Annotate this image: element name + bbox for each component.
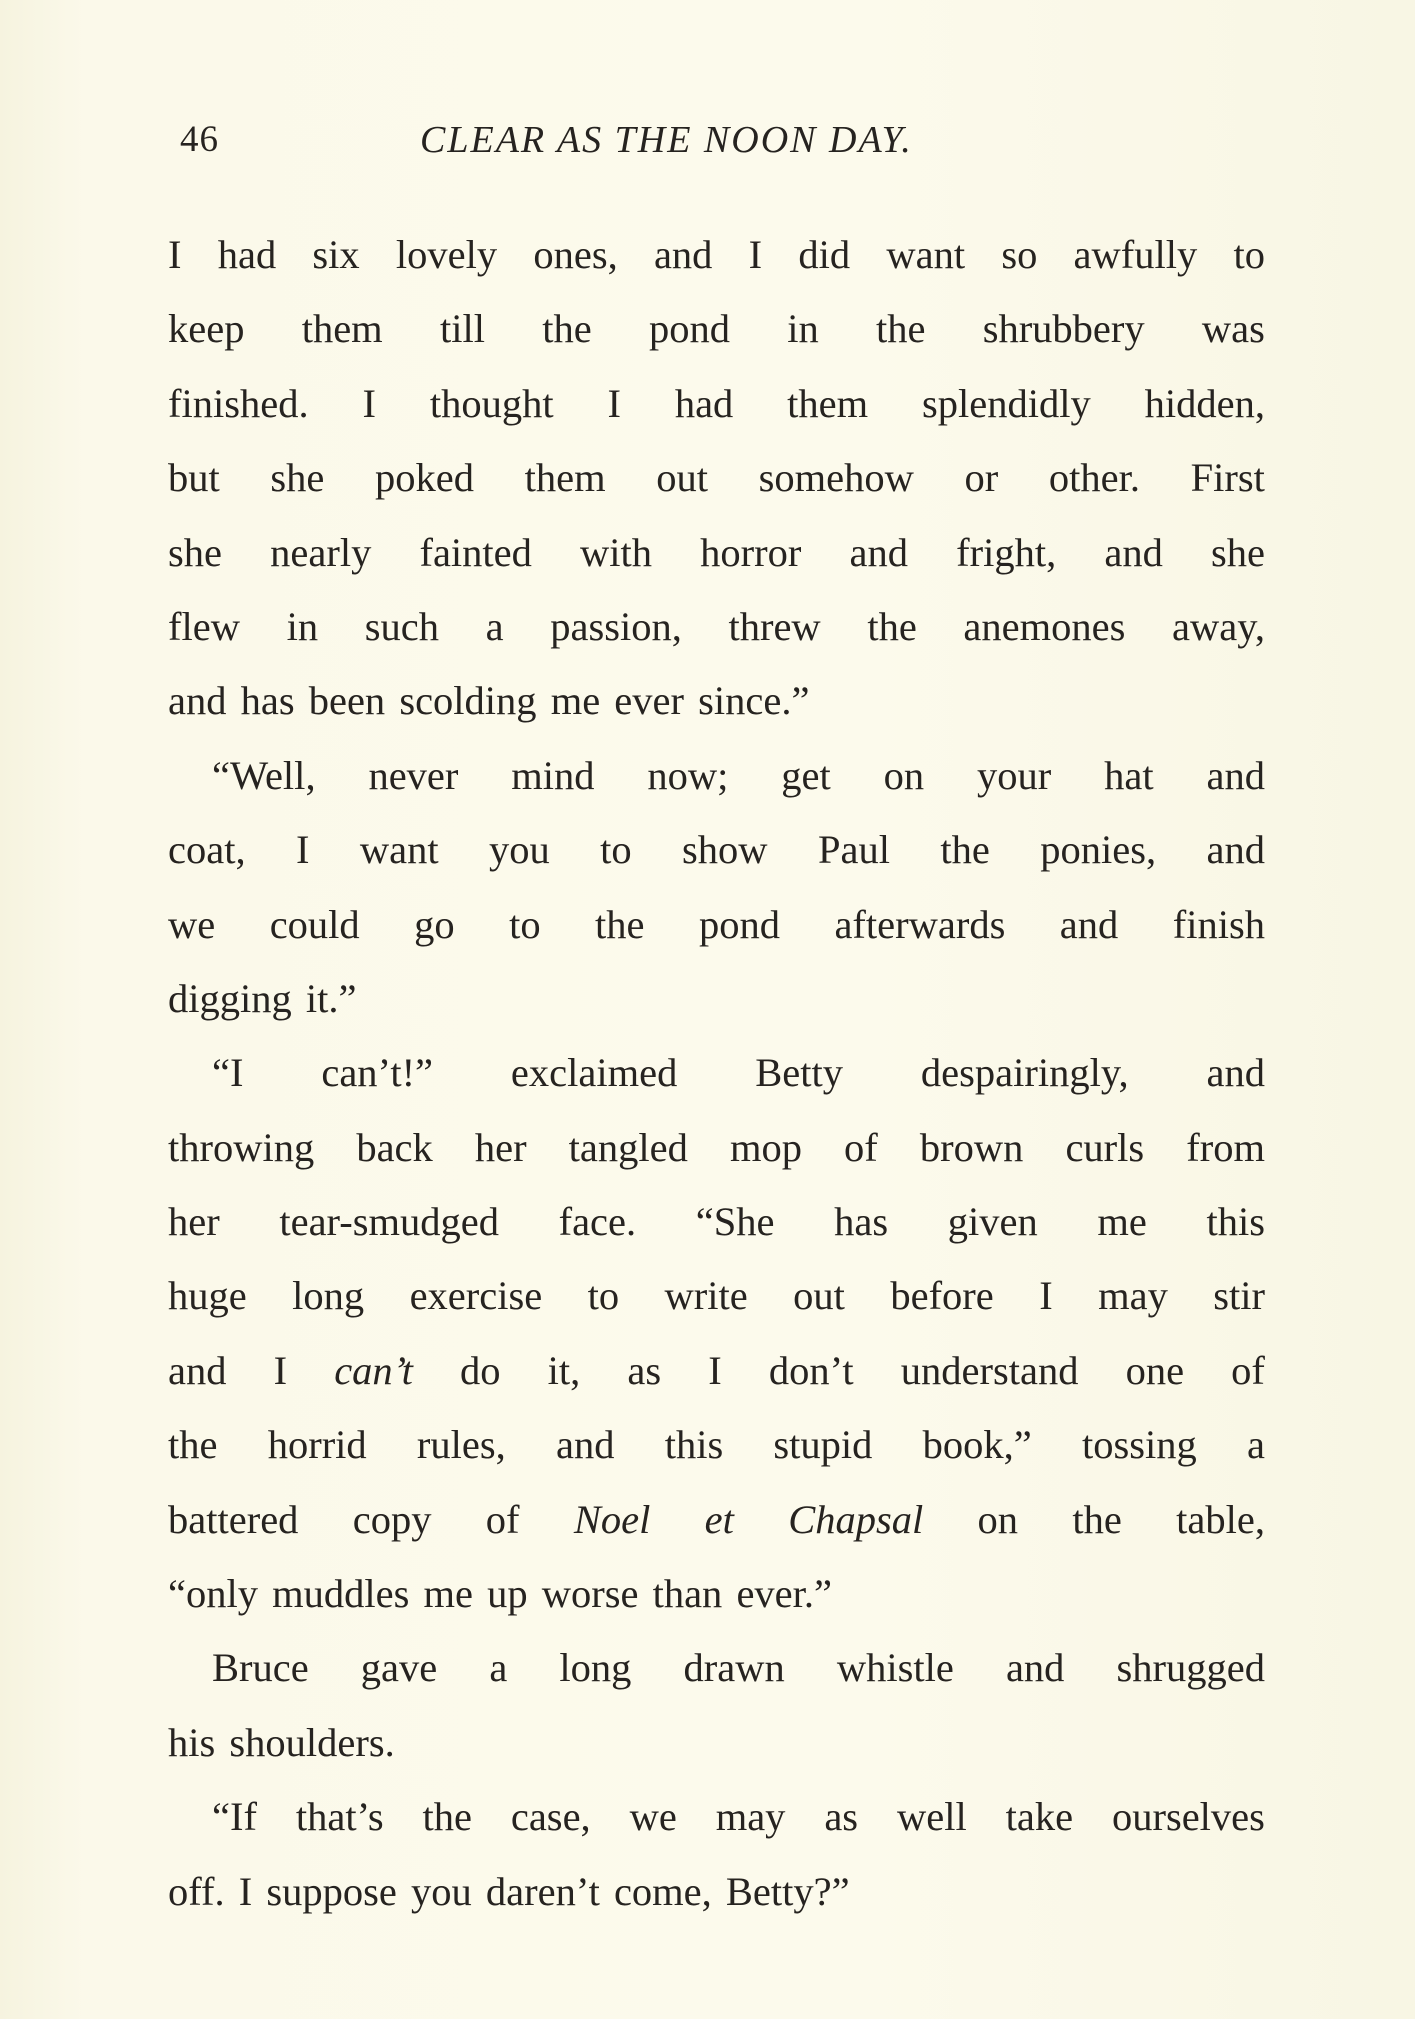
word: throwing (168, 1124, 315, 1170)
word: I (238, 1868, 253, 1914)
word: the (542, 306, 592, 352)
word: the (168, 1422, 218, 1468)
word: she (270, 455, 325, 501)
word: on (977, 1496, 1019, 1542)
word: ever (614, 678, 684, 724)
word: and (1059, 901, 1119, 947)
word: other. (1048, 455, 1140, 501)
word: anemones (963, 603, 1126, 649)
page-header (180, 118, 1260, 168)
word: stupid (773, 1422, 873, 1468)
word: rules, (416, 1422, 506, 1468)
word: exercise (409, 1273, 543, 1319)
word: me (423, 1571, 473, 1617)
word: that’s (295, 1794, 384, 1840)
word: I (168, 232, 182, 277)
word: the (867, 603, 917, 649)
word: had (217, 232, 277, 277)
word: Betty?” (725, 1868, 850, 1914)
word: may (715, 1794, 786, 1840)
word: do (460, 1347, 501, 1393)
word: as (627, 1347, 662, 1393)
word: Chapsal (788, 1496, 924, 1542)
body-text (168, 218, 1265, 1929)
text-line (168, 888, 1265, 962)
word: away, (1172, 603, 1265, 649)
word: since.” (698, 678, 810, 724)
text-line (168, 1408, 1265, 1482)
word: long (559, 1645, 632, 1691)
text-line (168, 218, 1265, 292)
word: than (652, 1571, 723, 1617)
word: never (368, 752, 459, 798)
word: in (787, 306, 819, 352)
word: shoulders. (229, 1719, 395, 1765)
word: may (1098, 1273, 1168, 1319)
word: you (411, 1868, 472, 1914)
word: this (1206, 1199, 1265, 1245)
word: “If (212, 1794, 257, 1840)
word: or (964, 455, 999, 501)
word: and (555, 1422, 615, 1468)
text-line (168, 664, 1265, 738)
word: face. (558, 1199, 637, 1245)
word: afterwards (834, 901, 1006, 947)
word: poked (375, 455, 474, 501)
word: I (708, 1347, 722, 1393)
text-line (168, 1111, 1265, 1185)
word: fainted (419, 529, 532, 575)
word: a (489, 1645, 508, 1691)
word: as (824, 1794, 859, 1840)
text-line (168, 1259, 1265, 1333)
word: her (168, 1199, 220, 1245)
word: it, (547, 1347, 581, 1393)
word: case, (510, 1794, 591, 1840)
word: them (787, 380, 869, 426)
word: First (1190, 455, 1265, 501)
word: want (886, 232, 966, 277)
word: the (1072, 1496, 1122, 1542)
word: hat (1104, 752, 1154, 798)
word: was (1201, 306, 1265, 352)
text-line (168, 1631, 1265, 1705)
word: exclaimed (510, 1050, 678, 1096)
word: tear-smudged (279, 1199, 499, 1245)
word: huge (168, 1273, 247, 1319)
word: hidden, (1144, 380, 1265, 426)
word: somehow (758, 455, 914, 501)
word: book,” (922, 1422, 1032, 1468)
word: can’t!” (321, 1050, 434, 1096)
text-line (168, 1780, 1265, 1854)
word: she (1210, 529, 1265, 575)
word: don’t (768, 1347, 854, 1393)
word: “only (168, 1571, 258, 1617)
word: coat, (168, 827, 246, 873)
word: it.” (305, 975, 357, 1021)
word: I (748, 232, 763, 277)
word: whistle (836, 1645, 954, 1691)
word: a (1246, 1422, 1265, 1468)
word: given (947, 1199, 1038, 1245)
word: of (844, 1124, 878, 1170)
word: flew (168, 603, 240, 649)
word: “Well, (212, 752, 316, 798)
word: mind (511, 752, 595, 798)
word: them (524, 455, 606, 501)
word: you (489, 827, 550, 873)
word: well (896, 1794, 967, 1840)
word: awfully (1073, 232, 1198, 277)
word: “She (695, 1199, 775, 1245)
text-line (168, 590, 1265, 664)
word: and (1206, 827, 1265, 873)
word: your (977, 752, 1052, 798)
text-line (168, 739, 1265, 813)
word: scolding (399, 678, 537, 724)
word: this (664, 1422, 724, 1468)
word: to (509, 901, 541, 947)
text-line (168, 1185, 1265, 1259)
word: long (292, 1273, 365, 1319)
running-title: CLEAR AS THE NOON DAY. (420, 119, 913, 161)
word: the (595, 901, 645, 947)
word: we (629, 1794, 677, 1840)
word: has (240, 678, 295, 724)
word: till (439, 306, 485, 352)
word: to (600, 827, 632, 873)
word: shrubbery (982, 306, 1145, 352)
word: can’t (334, 1347, 413, 1393)
word: understand (900, 1347, 1079, 1393)
word: me (550, 678, 601, 724)
word: such (364, 603, 439, 649)
word: I (1039, 1273, 1053, 1319)
word: show (682, 827, 768, 873)
word: out (656, 455, 708, 501)
word: and (653, 232, 713, 277)
word: finish (1172, 901, 1265, 947)
word: tossing (1081, 1422, 1197, 1468)
word: write (664, 1273, 748, 1319)
word: horrid (267, 1422, 367, 1468)
word: and (1005, 1645, 1065, 1691)
word: ones, (533, 232, 618, 277)
word: been (308, 678, 386, 724)
word: horror (700, 529, 802, 575)
word: we (168, 901, 216, 947)
word: Noel (573, 1496, 651, 1542)
word: want (359, 827, 439, 873)
word: to (587, 1273, 620, 1319)
word: me (1097, 1199, 1147, 1245)
text-line (168, 962, 1265, 1036)
word: passion, (550, 603, 682, 649)
word: so (1001, 232, 1038, 277)
word: from (1186, 1124, 1265, 1170)
word: copy (352, 1496, 432, 1542)
text-line (168, 813, 1265, 887)
word: in (286, 603, 319, 649)
word: “I (212, 1050, 244, 1096)
word: stir (1213, 1273, 1265, 1319)
word: out (793, 1273, 845, 1319)
text-line (168, 1483, 1265, 1557)
word: curls (1065, 1124, 1145, 1170)
word: of (485, 1496, 520, 1542)
text-line (168, 1557, 1265, 1631)
word: go (414, 901, 455, 947)
word: digging (168, 975, 292, 1021)
text-line (168, 441, 1265, 515)
word: despairingly, (920, 1050, 1129, 1096)
word: a (485, 603, 504, 649)
word: drawn (683, 1645, 785, 1691)
word: to (1233, 232, 1265, 277)
word: six (312, 232, 360, 277)
word: ponies, (1040, 827, 1157, 873)
word: she (168, 529, 222, 575)
word: suppose (266, 1868, 397, 1914)
word: ourselves (1111, 1794, 1265, 1840)
text-line (168, 516, 1265, 590)
text-line (168, 1855, 1265, 1929)
word: and (168, 1347, 227, 1393)
word: battered (168, 1496, 299, 1542)
word: the (422, 1794, 472, 1840)
word: thought (429, 380, 554, 426)
text-line (168, 292, 1265, 366)
word: worse (541, 1571, 639, 1617)
word: pond (698, 901, 780, 947)
word: her (474, 1124, 527, 1170)
word: lovely (395, 232, 498, 277)
word: tangled (568, 1124, 688, 1170)
word: fright, (956, 529, 1057, 575)
word: keep (168, 306, 245, 352)
word: nearly (270, 529, 372, 575)
word: I (362, 380, 376, 426)
word: the (875, 306, 926, 352)
word: Bruce (212, 1645, 309, 1691)
word: but (168, 455, 220, 501)
word: had (674, 380, 734, 426)
word: did (798, 232, 851, 277)
word: brown (919, 1124, 1024, 1170)
word: off. (168, 1868, 225, 1914)
word: muddles (272, 1571, 410, 1617)
word: could (269, 901, 360, 947)
word: daren’t (485, 1868, 600, 1914)
word: threw (728, 603, 821, 649)
word: the (940, 827, 990, 873)
word: before (890, 1273, 994, 1319)
word: them (301, 306, 383, 352)
word: his (168, 1719, 216, 1765)
word: on (883, 752, 925, 798)
page-number: 46 (180, 119, 219, 160)
word: and (1104, 529, 1163, 575)
word: Betty (755, 1050, 843, 1096)
word: pond (648, 306, 730, 352)
word: table, (1176, 1496, 1265, 1542)
word: ever.” (736, 1571, 832, 1617)
word: Paul (817, 827, 890, 873)
word: now; (647, 752, 729, 798)
word: et (704, 1496, 734, 1542)
text-line (168, 1334, 1265, 1408)
word: and (849, 529, 908, 575)
word: and (1206, 752, 1265, 798)
word: and (1206, 1050, 1265, 1096)
word: one (1125, 1347, 1185, 1393)
word: get (781, 752, 831, 798)
text-line (168, 367, 1265, 441)
word: shrugged (1116, 1645, 1265, 1691)
word: gave (360, 1645, 438, 1691)
word: and (168, 678, 227, 724)
word: I (607, 380, 621, 426)
word: finished. (168, 380, 309, 426)
word: come, (613, 1868, 712, 1914)
word: take (1005, 1794, 1074, 1840)
text-line (168, 1706, 1265, 1780)
word: mop (729, 1124, 802, 1170)
word: of (1231, 1347, 1265, 1393)
word: up (487, 1571, 528, 1617)
word: has (834, 1199, 889, 1245)
word: I (295, 827, 310, 873)
word: back (356, 1124, 433, 1170)
text-line (168, 1036, 1265, 1110)
word: I (273, 1347, 288, 1393)
word: with (580, 529, 653, 575)
word: splendidly (922, 380, 1091, 426)
